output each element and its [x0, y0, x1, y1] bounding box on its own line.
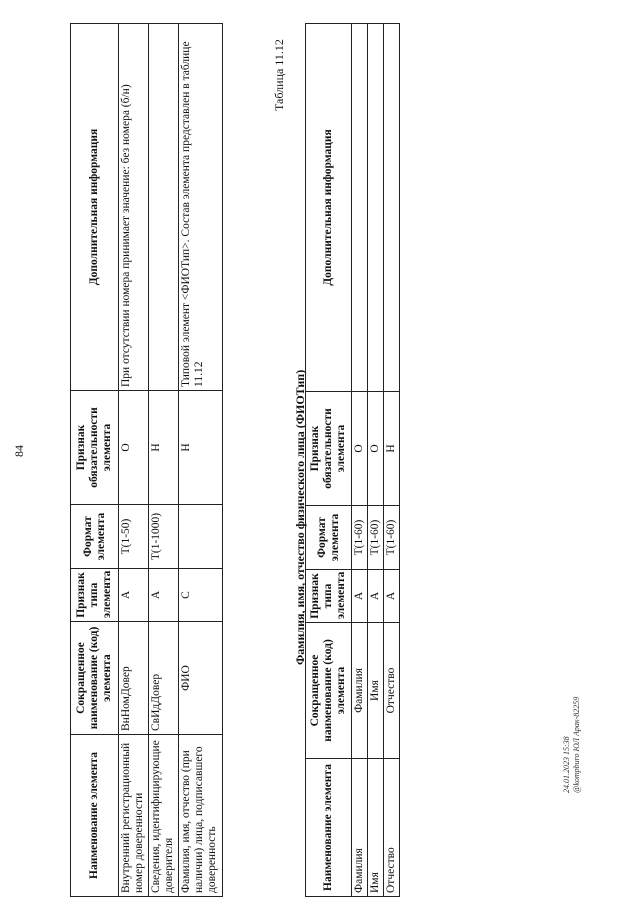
t1-cell-format — [179, 505, 223, 569]
table-row — [149, 24, 179, 897]
table-row — [119, 24, 149, 897]
stamp-date: 24.01.2023 15:38 — [562, 736, 571, 793]
t2-cell-info — [352, 24, 368, 392]
table-row — [179, 24, 223, 897]
t1-cell-code: ВнНомДовер — [119, 622, 149, 735]
t1-cell-info — [149, 24, 179, 391]
t1-header-required: Признак обязательности элемента — [71, 391, 119, 505]
t2-cell-required: О — [368, 392, 384, 506]
t2-cell-name: Отчество — [384, 759, 400, 897]
t1-header-format: Формат элемента — [71, 505, 119, 569]
t2-cell-format: T(1-60) — [352, 506, 368, 570]
table-row — [352, 24, 368, 897]
t1-cell-type: А — [119, 569, 149, 622]
t2-cell-code: Имя — [368, 623, 384, 759]
table-2-header-row — [306, 24, 352, 897]
table-row — [368, 24, 384, 897]
t2-cell-code: Отчество — [384, 623, 400, 759]
t1-cell-name: Сведения, идентифицирующие доверителя — [149, 735, 179, 897]
t1-header-type: Признак типа элемента — [71, 569, 119, 622]
table-2-title: Фамилия, имя, отчество физического лица (ФИОТип) — [293, 369, 307, 665]
t2-header-type: Признак типа элемента — [306, 570, 352, 623]
t1-cell-required: Н — [179, 391, 223, 505]
t1-cell-info: Типовой элемент <ФИОТип>. Состав элемента представлен в таблице 11.12 — [179, 24, 223, 391]
t2-cell-required: Н — [384, 392, 400, 506]
t1-cell-type: А — [149, 569, 179, 622]
t2-cell-type: А — [352, 570, 368, 623]
t1-cell-code: СвИдДовер — [149, 622, 179, 735]
table-1-header-row — [71, 24, 119, 897]
table-2-caption: Таблица 11.12 — [272, 39, 286, 111]
t1-cell-name: Фамилия, имя, отчество (при наличии) лица, подписавшего доверенность — [179, 735, 223, 897]
t2-header-required: Признак обязательности элемента — [306, 392, 352, 506]
t2-cell-type: А — [384, 570, 400, 623]
t2-cell-code: Фамилия — [352, 623, 368, 759]
table-2 — [305, 23, 400, 897]
t1-cell-required: О — [119, 391, 149, 505]
t2-header-format: Формат элемента — [306, 506, 352, 570]
t1-header-code: Сокращенное наименование (код) элемента — [71, 622, 119, 735]
t2-cell-format: T(1-60) — [384, 506, 400, 570]
t2-cell-type: А — [368, 570, 384, 623]
t1-cell-name: Внутренний регистрационный номер доверенности — [119, 735, 149, 897]
t2-header-code: Сокращенное наименование (код) элемента — [306, 623, 352, 759]
t1-header-name: Наименование элемента — [71, 735, 119, 897]
t2-cell-format: T(1-60) — [368, 506, 384, 570]
table-row — [384, 24, 400, 897]
t1-cell-type: С — [179, 569, 223, 622]
page-number: 84 — [12, 445, 26, 457]
t2-cell-info — [368, 24, 384, 392]
t1-cell-format: T(1-50) — [119, 505, 149, 569]
stamp-id: @kompburo ЮЛ Арак-82259 — [572, 696, 581, 793]
t1-cell-code: ФИО — [179, 622, 223, 735]
t2-header-name: Наименование элемента — [306, 759, 352, 897]
t1-cell-info: При отсутствии номера принимает значение: без номера (б/н) — [119, 24, 149, 391]
t2-header-info: Дополнительная информация — [306, 24, 352, 392]
t2-cell-required: О — [352, 392, 368, 506]
t2-cell-name: Фамилия — [352, 759, 368, 897]
t1-cell-required: Н — [149, 391, 179, 505]
t1-cell-format: T(1-1000) — [149, 505, 179, 569]
t2-cell-info — [384, 24, 400, 392]
t2-cell-name: Имя — [368, 759, 384, 897]
table-1 — [70, 23, 223, 897]
t1-header-info: Дополнительная информация — [71, 24, 119, 391]
signature-stamp — [562, 697, 582, 793]
